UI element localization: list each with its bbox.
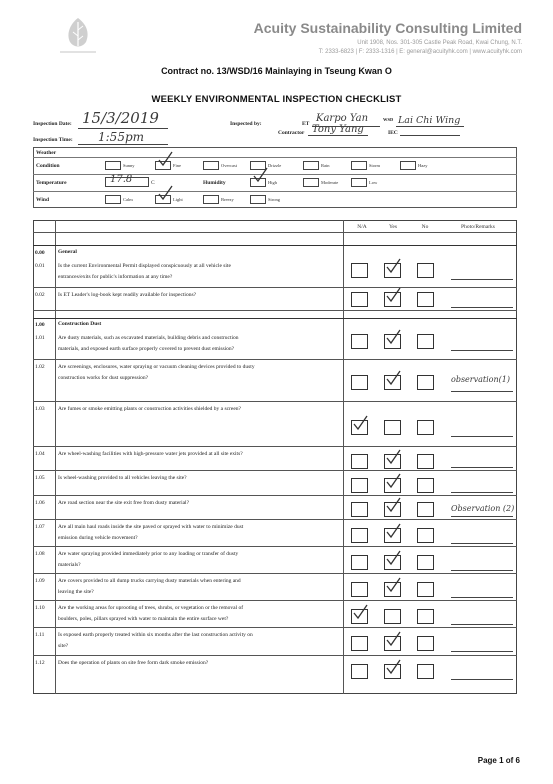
inspection-date-value: 15/3/2019	[82, 109, 159, 127]
na-checkbox[interactable]	[351, 636, 368, 651]
item-number: 1.07	[35, 524, 45, 530]
item-question: Are road section near the site exit free from dusty material?	[58, 500, 190, 506]
remarks-line	[451, 350, 513, 351]
row-divider	[33, 287, 517, 288]
company-name: Acuity Sustainability Consulting Limited	[253, 20, 522, 36]
item-question: Are water spraying provided immediately prior to any loading or transfer of dusty materials?	[58, 551, 239, 568]
condition-label: Condition	[36, 163, 60, 169]
item-number: 1.09	[35, 578, 45, 584]
wsd-line	[396, 126, 464, 127]
na-checkbox[interactable]	[351, 334, 368, 349]
column-header-na: N/A	[357, 224, 367, 230]
no-checkbox[interactable]	[417, 454, 434, 469]
checkmark-icon	[385, 450, 401, 464]
remarks-line	[451, 307, 513, 308]
item-number: 1.10	[35, 605, 45, 611]
item-question: Are all main haul roads inside the site paved or sprayed with water to minimize dust emission during vehicle movement?	[58, 524, 244, 541]
wsd-label: WSD	[383, 117, 394, 122]
remark-text: Observation (2)	[451, 504, 515, 513]
row-divider	[33, 401, 517, 402]
inspection-date-label: Inspection Date:	[33, 121, 72, 127]
item-number: 0.01	[35, 263, 45, 269]
no-checkbox[interactable]	[417, 528, 434, 543]
weather-divider	[33, 157, 517, 158]
row-divider	[33, 232, 517, 233]
wind-breezy-label: Breezy	[221, 197, 234, 202]
no-checkbox[interactable]	[417, 420, 434, 435]
item-question: Does the operation of plants on site free form dark smoke emission?	[58, 660, 209, 666]
checkmark-icon	[252, 168, 268, 182]
inspection-date-line	[78, 128, 168, 129]
contractor-label: Contractor	[278, 130, 305, 136]
contractor-value: Tony Yang	[312, 124, 364, 135]
na-checkbox[interactable]	[351, 478, 368, 493]
checkmark-icon	[385, 578, 401, 592]
condition-overcast-checkbox[interactable]	[203, 161, 219, 170]
humidity-high-label: High	[268, 180, 277, 185]
item-number: 1.01	[35, 335, 45, 341]
row-divider	[33, 600, 517, 601]
inspection-time-label: Inspection Time:	[33, 137, 73, 143]
remarks-line	[451, 624, 513, 625]
wind-calm-checkbox[interactable]	[105, 195, 121, 204]
iec-label: IEC	[388, 130, 398, 136]
checkmark-icon	[385, 474, 401, 488]
checkmark-icon	[385, 660, 401, 674]
row-divider	[33, 519, 517, 520]
section-title: General	[58, 249, 77, 255]
column-header-remarks: Photo/Remarks	[461, 224, 495, 230]
et-label: ET	[302, 121, 310, 127]
section-number: 0.00	[35, 250, 45, 256]
checkmark-icon	[385, 632, 401, 646]
remarks-line	[451, 679, 513, 680]
condition-fine-label: Fine	[173, 163, 182, 168]
no-checkbox[interactable]	[417, 664, 434, 679]
na-checkbox[interactable]	[351, 375, 368, 390]
inspected-by-label: Inspected by:	[230, 121, 262, 127]
no-checkbox[interactable]	[417, 636, 434, 651]
no-checkbox[interactable]	[417, 478, 434, 493]
column-divider	[55, 220, 56, 694]
company-address: Unit 1908, Nos. 301-305 Castle Peak Road, Kwai Chung, N.T.	[357, 40, 522, 46]
checkmark-icon	[352, 605, 368, 619]
remarks-line	[451, 516, 513, 517]
row-divider	[33, 573, 517, 574]
na-checkbox[interactable]	[351, 555, 368, 570]
remarks-line	[451, 492, 513, 493]
checkmark-icon	[385, 498, 401, 512]
humidity-moderate-label: Moderate	[321, 180, 339, 185]
wind-strong-checkbox[interactable]	[250, 195, 266, 204]
no-checkbox[interactable]	[417, 263, 434, 278]
row-divider	[33, 359, 517, 360]
temperature-unit: C	[151, 180, 155, 186]
inspection-time-value: 1:55pm	[98, 130, 145, 144]
na-checkbox[interactable]	[351, 528, 368, 543]
row-divider	[33, 546, 517, 547]
contractor-line	[308, 135, 368, 136]
item-number: 1.12	[35, 660, 45, 666]
humidity-moderate-checkbox[interactable]	[303, 178, 319, 187]
item-number: 1.06	[35, 500, 45, 506]
remarks-line	[451, 543, 513, 544]
column-header-yes: Yes	[388, 224, 397, 230]
remarks-line	[451, 570, 513, 571]
remarks-line	[451, 651, 513, 652]
checkmark-icon	[157, 152, 173, 166]
condition-sunny-checkbox[interactable]	[105, 161, 121, 170]
item-number: 1.05	[35, 475, 45, 481]
no-checkbox[interactable]	[417, 555, 434, 570]
remarks-line	[451, 597, 513, 598]
condition-sunny-label: Sunny	[123, 163, 135, 168]
row-divider	[33, 627, 517, 628]
condition-storm-label: Storm	[369, 163, 381, 168]
no-checkbox[interactable]	[417, 334, 434, 349]
wsd-value: Lai Chi Wing	[398, 115, 461, 126]
wind-label: Wind	[36, 197, 50, 203]
item-question: Are screenings, enclosures, water spraying or vacuum cleaning devices provided to dusty construction works for dust suppression?	[58, 364, 255, 381]
item-question: Is ET Leader's log-book kept readily available for inspections?	[58, 292, 197, 298]
weather-section-label: Weather	[36, 150, 57, 156]
remarks-line	[451, 279, 513, 280]
contract-title: Contract no. 13/WSD/16 Mainlaying in Tseung Kwan O	[161, 66, 392, 76]
item-number: 1.11	[35, 632, 45, 638]
item-number: 1.02	[35, 364, 45, 370]
item-question: Are covers provided to all dump trucks carrying dusty materials when entering and leaving the site?	[58, 578, 241, 595]
checkmark-icon	[385, 551, 401, 565]
item-number: 1.08	[35, 551, 45, 557]
temperature-value: 17.8	[110, 174, 133, 185]
wind-strong-label: Strong	[268, 197, 281, 202]
company-contact: T: 2333-6823 | F: 2333-1316 | E: general@acuityhk.com | www.acuityhk.com	[318, 49, 522, 55]
temperature-label: Temperature	[36, 180, 67, 186]
na-checkbox[interactable]	[351, 263, 368, 278]
weather-divider	[33, 174, 517, 175]
checkmark-icon	[352, 416, 368, 430]
no-checkbox[interactable]	[417, 502, 434, 517]
item-question: Is wheel-washing provided to all vehicles leaving the site?	[58, 475, 187, 481]
item-question: Is the current Environmental Permit displayed conspicuously at all vehicle site entrances/exits for public's information at any time?	[58, 263, 231, 280]
no-checkbox[interactable]	[417, 582, 434, 597]
condition-hazy-label: Hazy	[418, 163, 428, 168]
checkmark-icon	[385, 288, 401, 302]
remarks-line	[451, 436, 513, 437]
section-title: Construction Dust	[58, 321, 102, 327]
iec-line	[400, 135, 460, 136]
row-divider	[33, 310, 517, 311]
inspection-time-line	[78, 144, 168, 145]
item-number: 1.04	[35, 451, 45, 457]
condition-drizzle-label: Drizzle	[268, 163, 282, 168]
item-number: 0.02	[35, 292, 45, 298]
humidity-label: Humidity	[203, 180, 226, 186]
item-question: Are wheel-washing facilities with high-pressure water jets provided at all site exits?	[58, 451, 243, 457]
condition-rain-checkbox[interactable]	[303, 161, 319, 170]
row-divider	[33, 446, 517, 447]
checkmark-icon	[385, 330, 401, 344]
item-question: Are dusty materials, such as excavated materials, building debris and construction materials, and exposed earth surface properly covered to prevent dust emission?	[58, 335, 239, 352]
no-checkbox[interactable]	[417, 292, 434, 307]
humidity-low-label: Low	[369, 180, 378, 185]
checkmark-icon	[157, 186, 173, 200]
item-question: Is exposed earth properly treated within six months after the last construction activity on site?	[58, 632, 253, 649]
item-question: Are fumes or smoke emitting plants or construction activities shielded by a screen?	[58, 406, 241, 412]
condition-hazy-checkbox[interactable]	[400, 161, 416, 170]
condition-storm-checkbox[interactable]	[351, 161, 367, 170]
item-number: 1.03	[35, 406, 45, 412]
column-header-no: No	[421, 224, 429, 230]
no-checkbox[interactable]	[417, 609, 434, 624]
checkmark-icon	[385, 371, 401, 385]
row-divider	[33, 470, 517, 471]
page-number: Page 1 of 6	[477, 756, 520, 765]
et-value: Karpo Yan	[316, 113, 369, 124]
no-checkbox[interactable]	[417, 375, 434, 390]
wind-breezy-checkbox[interactable]	[203, 195, 219, 204]
na-checkbox[interactable]	[351, 582, 368, 597]
remarks-line	[451, 467, 513, 468]
wind-light-label: Light	[173, 197, 183, 202]
na-checkbox[interactable]	[351, 502, 368, 517]
wind-calm-label: Calm	[123, 197, 133, 202]
checkmark-icon	[385, 259, 401, 273]
yes-checkbox[interactable]	[384, 420, 401, 435]
remark-text: observation(1)	[451, 375, 510, 384]
checkmark-icon	[385, 524, 401, 538]
row-divider	[33, 655, 517, 656]
humidity-low-checkbox[interactable]	[351, 178, 367, 187]
row-divider	[33, 495, 517, 496]
condition-overcast-label: Overcast	[221, 163, 237, 168]
column-divider	[343, 220, 344, 694]
section-number: 1.00	[35, 322, 45, 328]
row-divider	[33, 245, 517, 246]
weather-divider	[33, 191, 517, 192]
condition-rain-label: Rain	[321, 163, 330, 168]
item-question: Are the working areas for uprooting of trees, shrubs, or vegetation or the removal of boulders, poles, pillars sprayed with water to maintain the entire surface wet?	[58, 605, 244, 622]
checklist-title: WEEKLY ENVIRONMENTAL INSPECTION CHECKLIST	[151, 94, 402, 105]
remarks-line	[451, 391, 513, 392]
yes-checkbox[interactable]	[384, 609, 401, 624]
na-checkbox[interactable]	[351, 454, 368, 469]
na-checkbox[interactable]	[351, 664, 368, 679]
na-checkbox[interactable]	[351, 292, 368, 307]
